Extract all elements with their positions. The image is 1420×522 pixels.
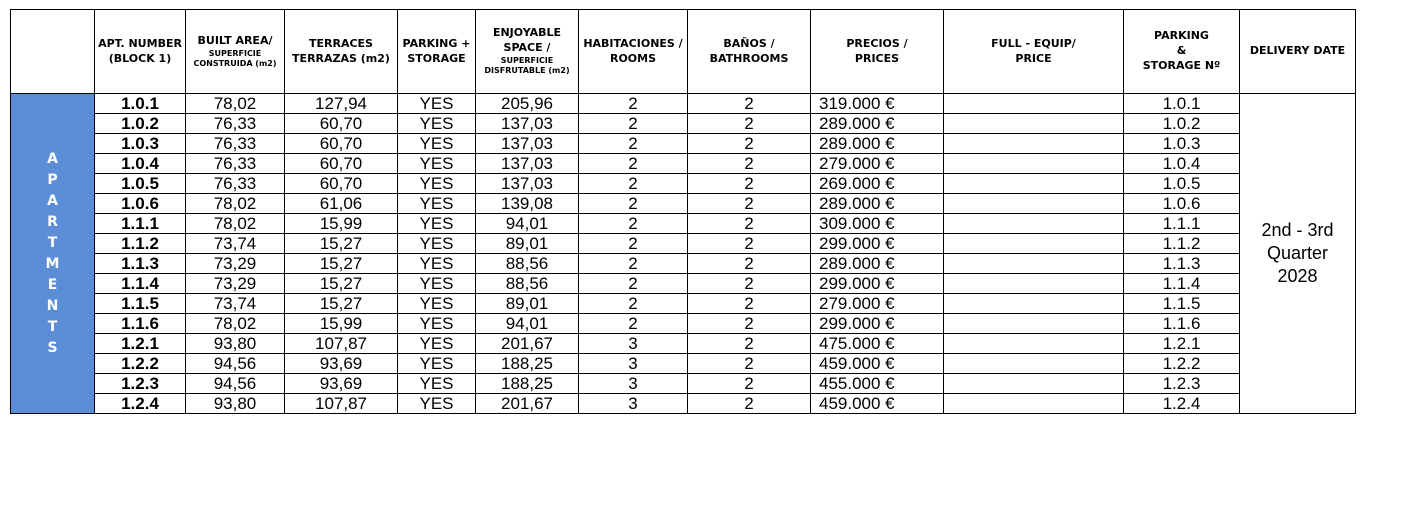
price-cell: 289.000 €	[811, 114, 944, 134]
apt-number-cell: 1.0.2	[95, 114, 186, 134]
side-label-letter: M	[45, 255, 60, 272]
parking-storage-number-cell: 1.2.4	[1124, 394, 1240, 414]
rooms-cell: 2	[579, 194, 688, 214]
apt-number-cell: 1.1.6	[95, 314, 186, 334]
bathrooms-cell: 2	[688, 134, 811, 154]
rooms-cell: 2	[579, 174, 688, 194]
enjoyable-space-cell: 205,96	[476, 94, 579, 114]
header-line: PRICE	[1015, 51, 1052, 65]
apt-number-cell: 1.2.2	[95, 354, 186, 374]
terraces-cell: 15,27	[285, 274, 398, 294]
enjoyable-space-cell: 139,08	[476, 194, 579, 214]
bathrooms-cell: 2	[688, 354, 811, 374]
enjoyable-space-cell: 89,01	[476, 294, 579, 314]
rooms-cell: 3	[579, 374, 688, 394]
enjoyable-space-cell: 94,01	[476, 314, 579, 334]
terraces-header	[285, 10, 398, 94]
bathrooms-cell: 2	[688, 174, 811, 194]
parking-storage-cell: YES	[398, 174, 476, 194]
side-label-letter: S	[47, 339, 58, 356]
header-line: PARKING	[1154, 29, 1209, 43]
delivery-date-line: 2028	[1277, 266, 1318, 286]
header-subline: SUPERFICIE	[208, 48, 262, 58]
apartments-price-table	[10, 9, 1356, 414]
full-equip-price-cell	[944, 294, 1124, 314]
header-line: PRECIOS /	[846, 36, 908, 50]
built-area-cell: 78,02	[186, 314, 285, 334]
parking-storage-cell: YES	[398, 394, 476, 414]
table-row	[11, 134, 1356, 154]
apt-number-header	[95, 10, 186, 94]
price-cell: 455.000 €	[811, 374, 944, 394]
built-area-cell: 76,33	[186, 134, 285, 154]
header-subline: CONSTRUIDA (m2)	[193, 58, 277, 68]
rooms-header	[579, 10, 688, 94]
parking-storage-cell: YES	[398, 194, 476, 214]
parking-storage-number-cell: 1.0.2	[1124, 114, 1240, 134]
full-equip-price-cell	[944, 274, 1124, 294]
side-label-letter: T	[47, 318, 58, 335]
enjoyable-space-cell: 137,03	[476, 154, 579, 174]
enjoyable-space-cell: 201,67	[476, 334, 579, 354]
parking-storage-cell: YES	[398, 374, 476, 394]
apt-number-cell: 1.0.4	[95, 154, 186, 174]
bathrooms-cell: 2	[688, 194, 811, 214]
price-cell: 279.000 €	[811, 154, 944, 174]
built-area-cell: 78,02	[186, 94, 285, 114]
terraces-cell: 15,99	[285, 214, 398, 234]
parking-storage-cell: YES	[398, 214, 476, 234]
delivery-date-line: Quarter	[1266, 243, 1329, 263]
full-equip-price-cell	[944, 94, 1124, 114]
bathrooms-cell: 2	[688, 314, 811, 334]
parking-storage-number-cell: 1.2.1	[1124, 334, 1240, 354]
rooms-cell: 3	[579, 394, 688, 414]
parking-storage-cell: YES	[398, 334, 476, 354]
price-cell: 279.000 €	[811, 294, 944, 314]
enjoyable-space-cell: 188,25	[476, 374, 579, 394]
enjoyable-space-cell: 188,25	[476, 354, 579, 374]
bathrooms-cell: 2	[688, 114, 811, 134]
price-cell: 475.000 €	[811, 334, 944, 354]
delivery-date-header	[1240, 10, 1356, 94]
full-equip-price-cell	[944, 214, 1124, 234]
parking-storage-number-cell: 1.0.5	[1124, 174, 1240, 194]
table-row	[11, 94, 1356, 114]
table-row	[11, 374, 1356, 394]
built-area-cell: 76,33	[186, 114, 285, 134]
full-equip-price-cell	[944, 174, 1124, 194]
table-row	[11, 294, 1356, 314]
bathrooms-cell: 2	[688, 154, 811, 174]
header-line: HABITACIONES /	[583, 36, 683, 50]
table-row	[11, 174, 1356, 194]
bathrooms-cell: 2	[688, 294, 811, 314]
price-cell: 299.000 €	[811, 314, 944, 334]
header-line: PARKING +	[402, 36, 471, 50]
rooms-cell: 2	[579, 234, 688, 254]
apt-number-cell: 1.2.3	[95, 374, 186, 394]
table-row	[11, 114, 1356, 134]
side-label-letter: A	[47, 150, 58, 167]
price-cell: 289.000 €	[811, 194, 944, 214]
rooms-cell: 2	[579, 294, 688, 314]
rooms-cell: 2	[579, 314, 688, 334]
apt-number-cell: 1.1.5	[95, 294, 186, 314]
parking-storage-number-header	[1124, 10, 1240, 94]
side-label-letter: R	[47, 213, 58, 230]
table-row	[11, 354, 1356, 374]
enjoyable-space-header	[476, 10, 579, 94]
full-equip-price-cell	[944, 234, 1124, 254]
parking-storage-number-cell: 1.1.4	[1124, 274, 1240, 294]
full-equip-price-cell	[944, 154, 1124, 174]
header-line: BUILT AREA/	[197, 33, 273, 47]
bathrooms-cell: 2	[688, 374, 811, 394]
parking-storage-number-cell: 1.1.1	[1124, 214, 1240, 234]
parking-storage-cell: YES	[398, 354, 476, 374]
parking-storage-number-cell: 1.0.4	[1124, 154, 1240, 174]
header-line: &	[1176, 44, 1187, 58]
header-line: STORAGE	[407, 51, 466, 65]
parking-storage-number-cell: 1.1.2	[1124, 234, 1240, 254]
header-line: FULL - EQUIP/	[991, 36, 1076, 50]
header-subline: DISFRUTABLE (m2)	[484, 66, 570, 76]
parking-storage-number-cell: 1.0.6	[1124, 194, 1240, 214]
built-area-cell: 76,33	[186, 174, 285, 194]
terraces-cell: 15,27	[285, 294, 398, 314]
apt-number-cell: 1.2.1	[95, 334, 186, 354]
full-equip-price-cell	[944, 354, 1124, 374]
terraces-cell: 15,99	[285, 314, 398, 334]
rooms-cell: 2	[579, 154, 688, 174]
apt-number-cell: 1.2.4	[95, 394, 186, 414]
prices-header	[811, 10, 944, 94]
rooms-cell: 3	[579, 334, 688, 354]
parking-storage-cell: YES	[398, 94, 476, 114]
parking-storage-cell: YES	[398, 234, 476, 254]
parking-storage-number-cell: 1.2.2	[1124, 354, 1240, 374]
terraces-cell: 60,70	[285, 154, 398, 174]
rooms-cell: 3	[579, 354, 688, 374]
parking-storage-number-cell: 1.1.3	[1124, 254, 1240, 274]
apt-number-cell: 1.1.2	[95, 234, 186, 254]
parking-storage-cell: YES	[398, 254, 476, 274]
terraces-cell: 93,69	[285, 354, 398, 374]
bathrooms-cell: 2	[688, 234, 811, 254]
header-line: SPACE /	[503, 41, 551, 55]
enjoyable-space-cell: 137,03	[476, 114, 579, 134]
side-label-letter: P	[47, 171, 58, 188]
full-equip-price-cell	[944, 254, 1124, 274]
rooms-cell: 2	[579, 134, 688, 154]
bathrooms-cell: 2	[688, 394, 811, 414]
full-equip-price-cell	[944, 114, 1124, 134]
enjoyable-space-cell: 201,67	[476, 394, 579, 414]
delivery-date-line: 2nd - 3rd	[1261, 220, 1334, 240]
bathrooms-cell: 2	[688, 334, 811, 354]
header-subline: SUPERFICIE	[500, 55, 554, 65]
header-line: ROOMS	[609, 51, 657, 65]
price-cell: 299.000 €	[811, 274, 944, 294]
apt-number-cell: 1.0.5	[95, 174, 186, 194]
bathrooms-cell: 2	[688, 274, 811, 294]
built-area-cell: 78,02	[186, 194, 285, 214]
price-cell: 319.000 €	[811, 94, 944, 114]
table-row	[11, 274, 1356, 294]
apt-number-cell: 1.1.3	[95, 254, 186, 274]
terraces-cell: 60,70	[285, 174, 398, 194]
table-row	[11, 394, 1356, 414]
built-area-header	[186, 10, 285, 94]
table-row	[11, 154, 1356, 174]
price-cell: 309.000 €	[811, 214, 944, 234]
bathrooms-cell: 2	[688, 254, 811, 274]
full-equip-price-cell	[944, 394, 1124, 414]
parking-storage-cell: YES	[398, 294, 476, 314]
header-line: APT. NUMBER	[98, 36, 182, 50]
header-line: DELIVERY DATE	[1249, 44, 1346, 58]
parking-storage-cell: YES	[398, 314, 476, 334]
parking-storage-cell: YES	[398, 114, 476, 134]
terraces-cell: 15,27	[285, 234, 398, 254]
terraces-cell: 60,70	[285, 114, 398, 134]
header-line: ENJOYABLE	[492, 26, 562, 40]
header-line: STORAGE Nº	[1142, 58, 1221, 72]
rooms-cell: 2	[579, 94, 688, 114]
terraces-cell: 93,69	[285, 374, 398, 394]
bathrooms-cell: 2	[688, 214, 811, 234]
built-area-cell: 94,56	[186, 354, 285, 374]
price-cell: 269.000 €	[811, 174, 944, 194]
apt-number-cell: 1.0.3	[95, 134, 186, 154]
side-header	[11, 10, 95, 94]
built-area-cell: 73,74	[186, 294, 285, 314]
header-line: (BLOCK 1)	[108, 51, 172, 65]
enjoyable-space-cell: 88,56	[476, 254, 579, 274]
header-line: TERRACES	[309, 36, 373, 50]
parking-storage-cell: YES	[398, 134, 476, 154]
rooms-cell: 2	[579, 274, 688, 294]
full-equip-price-cell	[944, 194, 1124, 214]
side-label-letter: T	[47, 234, 58, 251]
side-label-letter: A	[47, 192, 58, 209]
table-row	[11, 234, 1356, 254]
enjoyable-space-cell: 137,03	[476, 134, 579, 154]
table-row	[11, 254, 1356, 274]
apt-number-cell: 1.0.1	[95, 94, 186, 114]
parking-storage-cell: YES	[398, 274, 476, 294]
rooms-cell: 2	[579, 214, 688, 234]
price-cell: 289.000 €	[811, 254, 944, 274]
terraces-cell: 127,94	[285, 94, 398, 114]
header-line: BATHROOMS	[709, 51, 789, 65]
parking-storage-number-cell: 1.0.3	[1124, 134, 1240, 154]
full-equip-price-cell	[944, 134, 1124, 154]
terraces-cell: 15,27	[285, 254, 398, 274]
apt-number-cell: 1.1.1	[95, 214, 186, 234]
table-row	[11, 214, 1356, 234]
header-line: TERRAZAS (m2)	[292, 51, 390, 65]
header-line: PRICES	[854, 51, 900, 65]
parking-storage-cell: YES	[398, 154, 476, 174]
full-equip-price-cell	[944, 334, 1124, 354]
price-cell: 299.000 €	[811, 234, 944, 254]
table-row	[11, 334, 1356, 354]
parking-storage-number-cell: 1.1.6	[1124, 314, 1240, 334]
full-equip-price-cell	[944, 374, 1124, 394]
price-cell: 459.000 €	[811, 394, 944, 414]
rooms-cell: 2	[579, 254, 688, 274]
bathrooms-header	[688, 10, 811, 94]
bathrooms-cell: 2	[688, 94, 811, 114]
header-row	[11, 10, 1356, 94]
parking-storage-number-cell: 1.2.3	[1124, 374, 1240, 394]
built-area-cell: 93,80	[186, 334, 285, 354]
apartments-side-label	[11, 94, 95, 414]
side-label-letter: N	[46, 297, 59, 314]
built-area-cell: 73,29	[186, 274, 285, 294]
price-cell: 289.000 €	[811, 134, 944, 154]
table-row	[11, 314, 1356, 334]
terraces-cell: 107,87	[285, 334, 398, 354]
built-area-cell: 73,29	[186, 254, 285, 274]
delivery-date-cell	[1240, 94, 1356, 414]
terraces-cell: 60,70	[285, 134, 398, 154]
enjoyable-space-cell: 94,01	[476, 214, 579, 234]
full-equip-price-header	[944, 10, 1124, 94]
full-equip-price-cell	[944, 314, 1124, 334]
enjoyable-space-cell: 137,03	[476, 174, 579, 194]
table-row	[11, 194, 1356, 214]
built-area-cell: 93,80	[186, 394, 285, 414]
header-line: BAÑOS /	[723, 36, 775, 50]
terraces-cell: 107,87	[285, 394, 398, 414]
side-label-letter: E	[47, 276, 58, 293]
parking-storage-header	[398, 10, 476, 94]
rooms-cell: 2	[579, 114, 688, 134]
built-area-cell: 94,56	[186, 374, 285, 394]
table-body	[11, 94, 1356, 414]
built-area-cell: 78,02	[186, 214, 285, 234]
apt-number-cell: 1.0.6	[95, 194, 186, 214]
enjoyable-space-cell: 89,01	[476, 234, 579, 254]
terraces-cell: 61,06	[285, 194, 398, 214]
enjoyable-space-cell: 88,56	[476, 274, 579, 294]
built-area-cell: 76,33	[186, 154, 285, 174]
price-cell: 459.000 €	[811, 354, 944, 374]
parking-storage-number-cell: 1.1.5	[1124, 294, 1240, 314]
built-area-cell: 73,74	[186, 234, 285, 254]
apt-number-cell: 1.1.4	[95, 274, 186, 294]
parking-storage-number-cell: 1.0.1	[1124, 94, 1240, 114]
